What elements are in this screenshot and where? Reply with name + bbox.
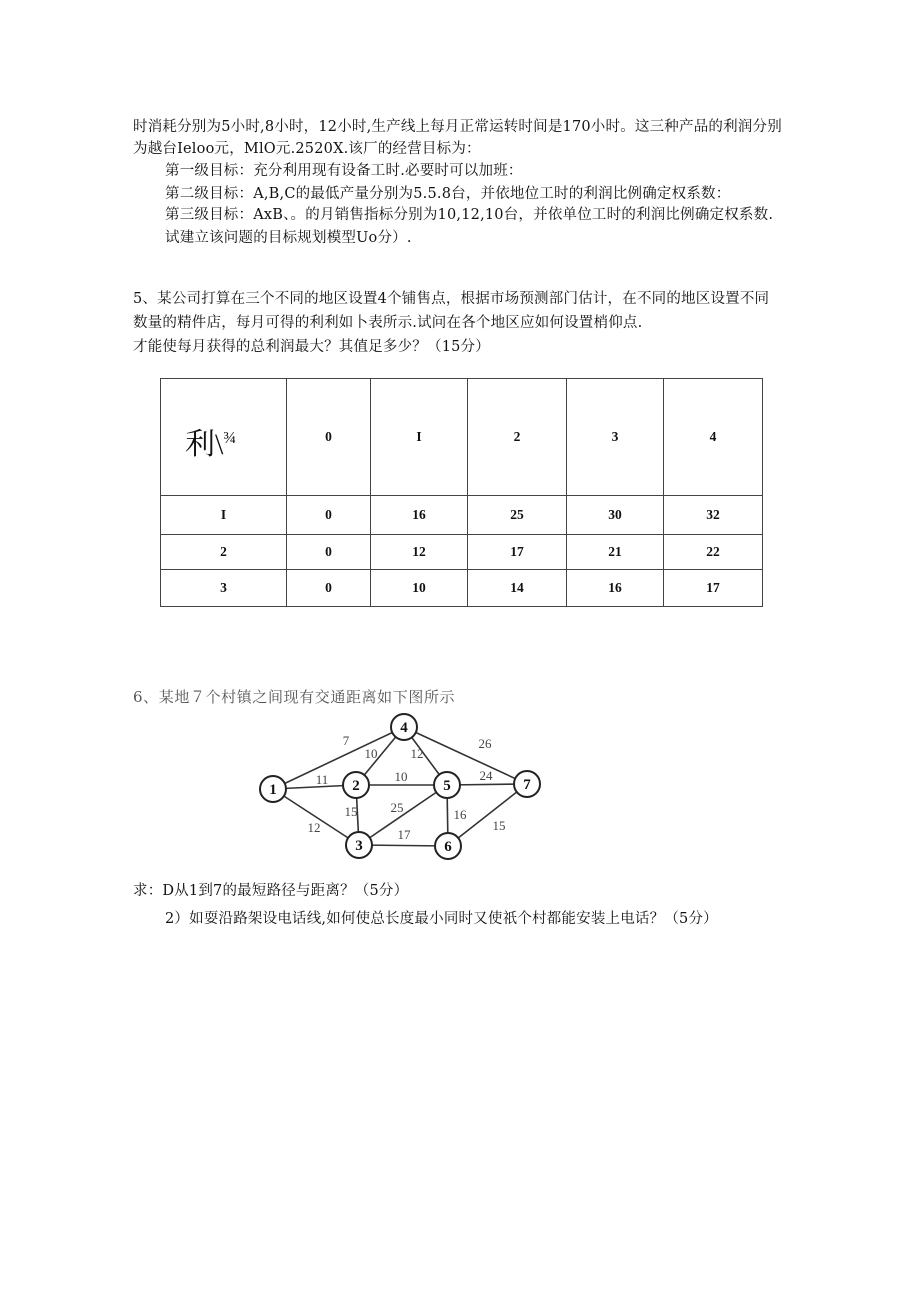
node-label: 2 (352, 778, 360, 794)
table-cell: 0 (287, 570, 371, 607)
table-corner-cell (161, 379, 287, 496)
question-5-line-3: 才能使每月获得的总利润最大？其值足多少？（15分） (133, 339, 490, 355)
question-5-line-1: 5、某公司打算在三个不同的地区设置4个铺售点，根据市场预测部门估计，在不同的地区设置不同 (133, 291, 770, 307)
table-cell: 0 (287, 496, 371, 535)
table-cell: 30 (567, 496, 664, 535)
table-cell: 10 (371, 570, 468, 607)
village-network-graph (250, 708, 560, 868)
graph-node (434, 772, 460, 798)
paragraph-line-2: 为越台Ieloo元，MlO元.2520X.该厂的经营目标为： (133, 141, 481, 157)
question-6-title: 6、某地７个村镇之间现有交通距离如下图所示 (133, 688, 456, 706)
node-label: 7 (523, 777, 531, 793)
edge-weight-label: 12 (307, 820, 321, 835)
table-row (161, 570, 763, 607)
table-cell: 16 (371, 496, 468, 535)
table-cell: 32 (664, 496, 763, 535)
table-cell: 16 (567, 570, 664, 607)
row-label: 3 (161, 570, 287, 607)
goal-level-1: 第一级目标：充分利用现有设备工时.必要时可以加班： (165, 163, 523, 179)
table-row (161, 535, 763, 570)
table-cell: 25 (468, 496, 567, 535)
edge-weight-label: 16 (453, 807, 467, 822)
node-label: 1 (269, 782, 277, 798)
header-cell: 2 (468, 379, 567, 496)
header-cell: 0 (287, 379, 371, 496)
graph-node (391, 714, 417, 740)
header-cell: 4 (664, 379, 763, 496)
table-row (161, 496, 763, 535)
row-label: I (161, 496, 287, 535)
table-cell: 21 (567, 535, 664, 570)
row-label: 2 (161, 535, 287, 570)
goal-level-2: 第二级目标：A,B,C的最低产量分别为5.5.8台，并依地位工时的利润比例确定权系数： (165, 186, 731, 202)
table-cell: 0 (287, 535, 371, 570)
edge-weight-label: 24 (479, 768, 493, 783)
node-label: 4 (400, 720, 408, 736)
table-cell: 17 (664, 570, 763, 607)
graph-node (514, 771, 540, 797)
table-cell: 14 (468, 570, 567, 607)
question-6-ask-2: 2）如耍沿路架设电话线,如何使总长度最小同时又使祇个村都能安装上电话？（5分） (165, 911, 718, 927)
corner-label: 利\ (185, 428, 224, 461)
question-6-ask-1: 求：D从1到7的最短路径与距离？（5分） (133, 883, 409, 899)
edge-weight-label: 26 (478, 736, 492, 751)
edge-weight-label: 17 (397, 827, 411, 842)
node-label: 6 (444, 839, 452, 855)
edge-weight-label: 12 (410, 746, 424, 761)
table-cell: 22 (664, 535, 763, 570)
question-5-line-2: 数量的精件店，每月可得的利利如卜表所示.试问在各个地区应如何设置梢仰点. (133, 315, 643, 331)
edge-weight-label: 7 (342, 733, 350, 748)
table-header-row (161, 379, 763, 496)
graph-node (343, 772, 369, 798)
edge-weight-label: 15 (492, 818, 506, 833)
paragraph-line-1: 时消耗分别为5小时,8小时，12小时,生产线上每月正常运转时间是170小时。这三种产品的利润分别 (133, 119, 782, 135)
corner-sub-label: ¾ (223, 428, 237, 447)
edge-weight-label: 11 (315, 772, 329, 787)
header-cell: 3 (567, 379, 664, 496)
header-cell: I (371, 379, 468, 496)
graph-node (346, 832, 372, 858)
graph-node (260, 776, 286, 802)
edge-weight-label: 25 (390, 800, 404, 815)
model-instruction: 试建立该问题的目标规划模型Uo分）. (165, 230, 412, 246)
edge-weight-label: 15 (344, 804, 358, 819)
graph-edge (273, 727, 404, 789)
edge-weight-label: 10 (364, 746, 378, 761)
node-label: 3 (355, 838, 363, 854)
graph-node (435, 833, 461, 859)
goal-level-3: 第三级目标：AxB、。的月销售指标分别为10,12,10台，并依单位工时的利润比例确定权系数. (165, 207, 774, 223)
profit-table (160, 378, 763, 607)
node-label: 5 (443, 778, 451, 794)
table-cell: 17 (468, 535, 567, 570)
table-cell: 12 (371, 535, 468, 570)
edge-weight-label: 10 (394, 769, 408, 784)
